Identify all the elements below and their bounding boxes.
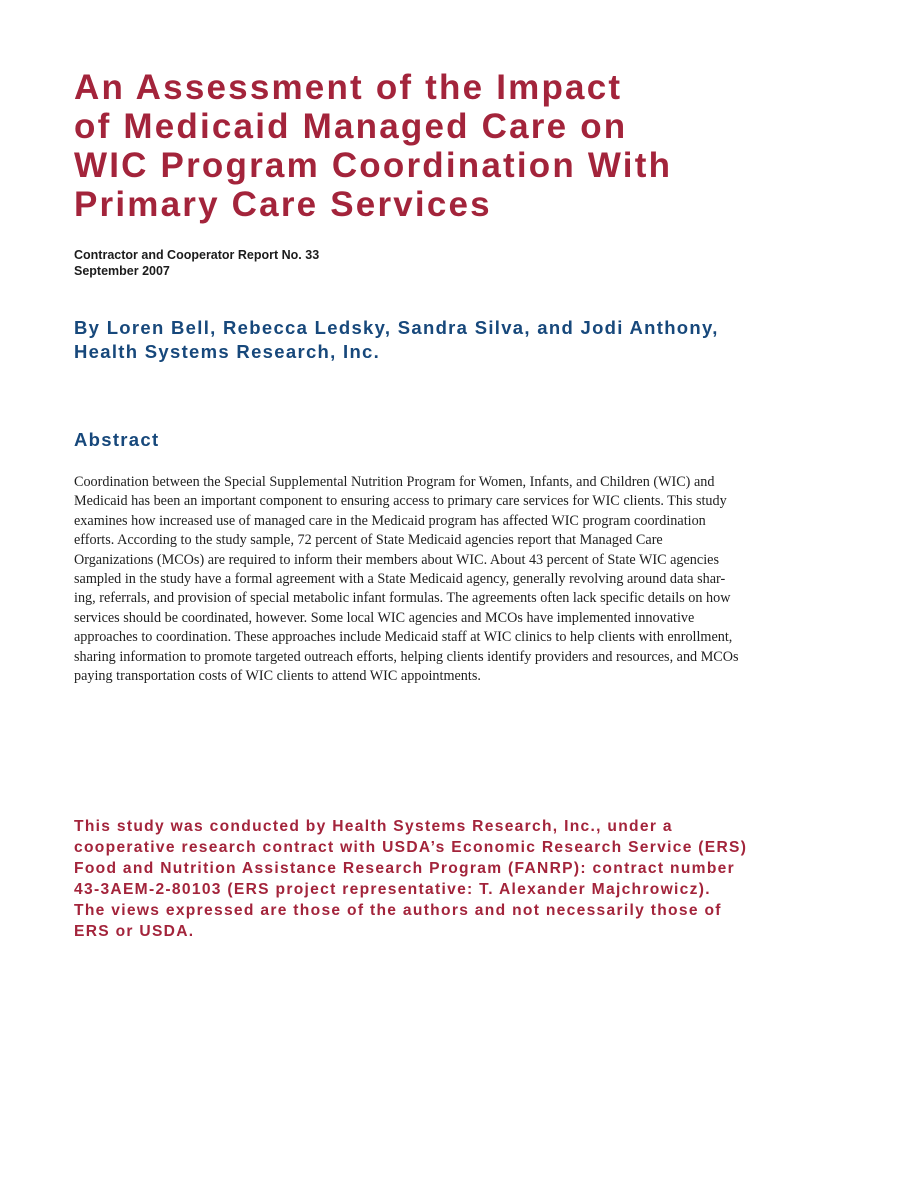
abstract-line: efforts. According to the study sample, 72 percent of State Medicaid agencies report that Managed Care xyxy=(74,532,663,549)
author-line-1: By Loren Bell, Rebecca Ledsky, Sandra Silva, and Jodi Anthony, xyxy=(74,317,719,338)
abstract-line: paying transportation costs of WIC clients to attend WIC appointments. xyxy=(74,668,481,685)
abstract-body xyxy=(74,473,854,686)
title-line-3: WIC Program Coordination With xyxy=(74,146,673,185)
abstract-line: Organizations (MCOs) are required to inform their members about WIC. About 43 percent of State WIC agencies xyxy=(74,551,719,568)
title-line-4: Primary Care Services xyxy=(74,185,492,224)
abstract-line: services should be coordinated, however. Some local WIC agencies and MCOs have implemented innovative xyxy=(74,609,695,626)
author-byline xyxy=(74,316,894,364)
abstract-line: examines how increased use of managed care in the Medicaid program has affected WIC program coordination xyxy=(74,512,706,529)
report-number: Contractor and Cooperator Report No. 33 xyxy=(74,248,320,262)
disclaimer-line: ERS or USDA. xyxy=(74,923,195,940)
title-line-1: An Assessment of the Impact xyxy=(74,68,623,107)
disclaimer-line: cooperative research contract with USDA’s Economic Research Service (ERS) xyxy=(74,839,748,856)
abstract-line: sharing information to promote targeted outreach efforts, helping clients identify providers and resources, and MCOs xyxy=(74,648,739,665)
funding-disclaimer xyxy=(74,816,874,942)
author-line-2: Health Systems Research, Inc. xyxy=(74,341,381,362)
abstract-line: approaches to coordination. These approaches include Medicaid staff at WIC clinics to help clients with enrollment, xyxy=(74,629,733,646)
abstract-line: Coordination between the Special Supplemental Nutrition Program for Women, Infants, and Children (WIC) and xyxy=(74,474,715,490)
abstract-line: sampled in the study have a formal agreement with a State Medicaid agency, generally revolving around data shar- xyxy=(74,571,726,588)
abstract-line: ing, referrals, and provision of special metabolic infant formulas. The agreements often lack specific details on how xyxy=(74,590,731,607)
report-date: September 2007 xyxy=(74,264,170,278)
disclaimer-line: This study was conducted by Health Systems Research, Inc., under a xyxy=(74,818,673,835)
disclaimer-line: The views expressed are those of the authors and not necessarily those of xyxy=(74,902,722,919)
title-line-2: of Medicaid Managed Care on xyxy=(74,107,628,146)
report-meta xyxy=(74,247,574,279)
disclaimer-line: Food and Nutrition Assistance Research Program (FANRP): contract number xyxy=(74,860,735,877)
disclaimer-line: 43-3AEM-2-80103 (ERS project representative: T. Alexander Majchrowicz). xyxy=(74,881,711,898)
page-title xyxy=(74,68,854,224)
abstract-line: Medicaid has been an important component to ensuring access to primary care services for WIC clients. This study xyxy=(74,493,727,510)
abstract-heading: Abstract xyxy=(74,429,160,450)
